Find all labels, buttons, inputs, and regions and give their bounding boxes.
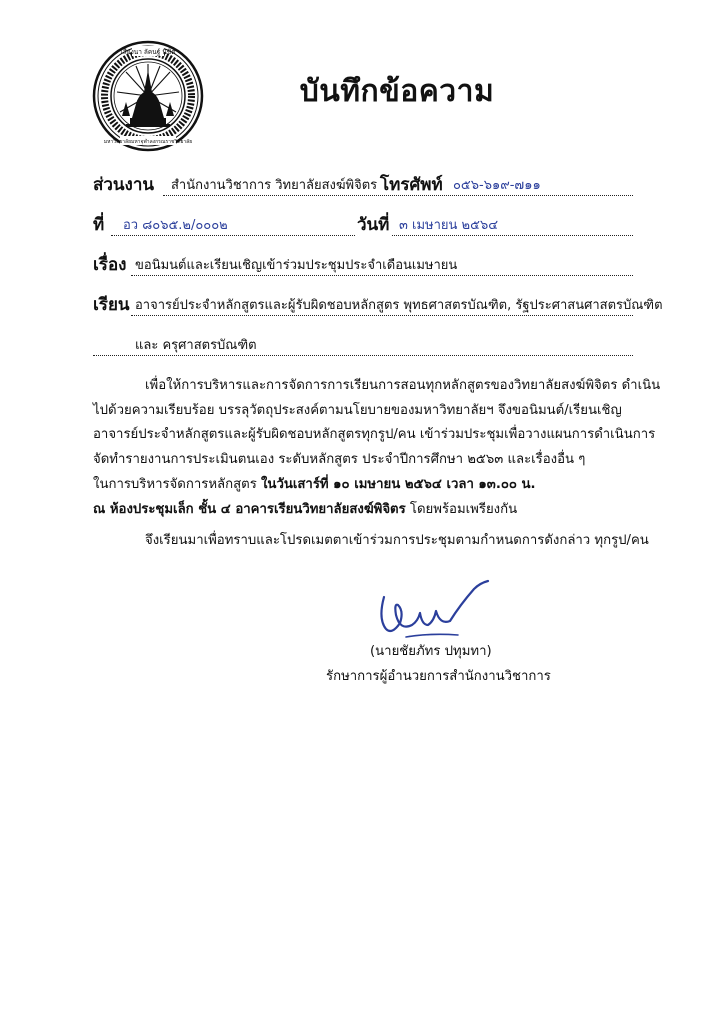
handwritten-signature <box>370 575 500 645</box>
signatory-position: รักษาการผู้อำนวยการสำนักงานวิชาการ <box>326 669 551 684</box>
date-value: ๓ เมษายน ๒๕๖๔ <box>399 218 499 233</box>
closing-sentence: จึงเรียนมาเพื่อทราบและโปรดเมตตาเข้าร่วมการประชุมตามกำหนดการดังกล่าว ทุกรูป/คน <box>145 533 649 548</box>
phone-value: ๐๕๖-๖๑๙-๗๑๑ <box>453 178 541 193</box>
seal-bottom-text: มหาวิทยาลัยมหาจุฬาลงกรณราชวิทยาลัย <box>103 139 193 145</box>
reference-label: ที่ <box>93 215 105 235</box>
meeting-location: ณ ห้องประชุมเล็ก ชั้น ๔ อาคารเรียนวิทยาลัยสงฆ์พิจิตร <box>93 501 406 517</box>
recipient-value: อาจารย์ประจำหลักสูตรและผู้รับผิดชอบหลักสูตร พุทธศาสตรบัณฑิต, รัฐประศาสนศาสตรบัณฑิต <box>135 298 663 313</box>
recipient-dotted-line-2 <box>93 355 633 356</box>
recipient-row-2 <box>93 334 633 360</box>
subject-dotted-line <box>131 275 633 276</box>
seal-top-text: เสียงนา ลัคนฐ์ นิชิต <box>120 48 176 56</box>
body-line-4: จัดทำรายงานการประเมินตนเอง ระดับหลักสูตร ประจำปีการศึกษา ๒๕๖๓ และเรื่องอื่น ๆ <box>93 452 586 468</box>
department-label: ส่วนงาน <box>93 175 155 195</box>
body-line-6-text: โดยพร้อมเพรียงกัน <box>405 501 518 517</box>
memo-title: บันทึกข้อความ <box>299 74 495 109</box>
body-line-2: ไปด้วยความเรียบร้อย บรรลุวัตถุประสงค์ตามนโยบายของมหาวิทยาลัยฯ จึงขอนิมนต์/เรียนเชิญ <box>93 402 622 418</box>
body-line-1: เพื่อให้การบริหารและการจัดการการเรียนการสอนทุกหลักสูตรของวิทยาลัยสงฆ์พิจิตร ดำเนิน <box>145 378 661 393</box>
body-paragraph <box>93 374 661 522</box>
recipient-row <box>93 294 663 320</box>
subject-row <box>93 254 633 280</box>
meeting-datetime: ในวันเสาร์ที่ ๑๐ เมษายน ๒๕๖๔ เวลา ๑๓.๐๐ น. <box>260 476 536 492</box>
subject-value: ขอนิมนต์และเรียนเชิญเข้าร่วมประชุมประจำเดือนเมษายน <box>135 258 458 273</box>
signatory-name: (นายชัยภัทร ปทุมทา) <box>370 644 492 659</box>
date-label: วันที่ <box>355 211 391 238</box>
department-value: สำนักงานวิชาการ วิทยาลัยสงฆ์พิจิตร <box>171 178 378 193</box>
reference-value: อว ๘๐๖๕.๒/๐๐๐๒ <box>123 218 228 233</box>
reference-row <box>93 214 633 240</box>
body-line-5-text: ในการบริหารจัดการหลักสูตร <box>93 476 261 492</box>
body-line-5 <box>93 473 638 498</box>
department-row <box>93 174 633 200</box>
recipient-value-2: และ ครุศาสตรบัณฑิต <box>135 334 260 355</box>
body-line-3: อาจารย์ประจำหลักสูตรและผู้รับผิดชอบหลักสูตรทุกรูป/คน เข้าร่วมประชุมเพื่อวางแผนการดำเนินการ <box>93 427 656 443</box>
recipient-dotted-line <box>131 315 633 316</box>
recipient-label: เรียน <box>93 295 130 315</box>
phone-label: โทรศัพท์ <box>380 175 443 195</box>
subject-label: เรื่อง <box>93 255 127 275</box>
body-line-6 <box>93 498 638 523</box>
